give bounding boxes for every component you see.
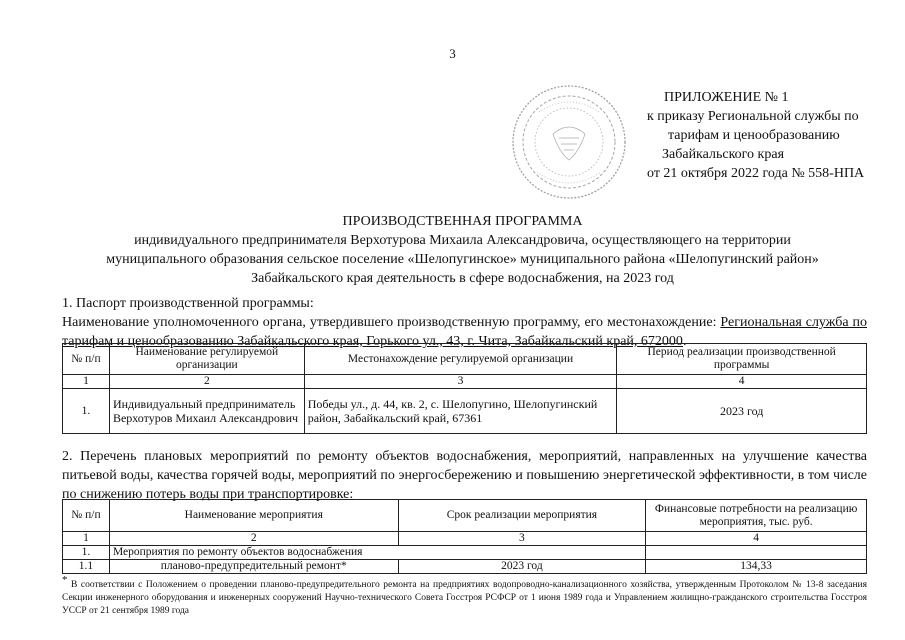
table-row [63,560,867,574]
appendix-header [647,88,865,183]
group-name: Мероприятия по ремонту объектов водоснабжения [109,546,645,560]
organization-name: Индивидуальный предприниматель Верхотуров Михаил Александрович [109,389,304,434]
header-cell: Срок реализации мероприятия [398,500,646,532]
header-cell: Наименование мероприятия [109,500,398,532]
section-1-heading: 1. Паспорт производственной программы: [62,296,314,311]
measure-cost: 134,33 [646,560,867,574]
appendix-line: ПРИЛОЖЕНИЕ № 1 [664,90,789,105]
program-period: 2023 год [617,389,867,434]
column-number: 3 [398,532,646,546]
measure-period: 2023 год [398,560,646,574]
column-number: 3 [304,375,617,389]
column-number: 4 [646,532,867,546]
column-number: 1 [63,532,110,546]
table-header-row [63,500,867,532]
footnote [62,574,867,618]
page-number: 3 [449,46,456,61]
group-number: 1. [63,546,110,560]
column-number: 2 [109,532,398,546]
row-number: 1.1 [63,560,110,574]
table-group-row [63,546,867,560]
program-subtitle-line: Забайкальского края деятельность в сфере водоснабжения, на 2023 год [251,271,674,286]
header-cell: Наименование регулируемой организации [109,344,304,375]
passport-table [62,343,867,434]
table-header-row [63,344,867,375]
authority-end: . [682,334,687,349]
appendix-line: от 21 октября 2022 года № 558-НПА [647,166,865,181]
empty-cell [646,546,867,560]
appendix-line: к приказу Региональной службы по [647,109,859,124]
footnote-mark: * [62,574,68,586]
program-subtitle-line: муниципального образования сельское поселение «Шелопугинское» муниципального района «Шелопугинский район» [106,252,819,267]
table-row [63,389,867,434]
column-number: 2 [109,375,304,389]
authority-name: Региональная служба по тарифам и ценообразованию Забайкальского края, Горького ул., 43, г. Чита, Забайкальский край, 672000 [62,315,867,349]
appendix-line: тарифам и ценообразованию [668,128,840,143]
footnote-text: В соответствии с Положением о проведении планово-предупредительного ремонта на предприятиях водопроводно-канализационного хозяйства, утвержденным Протоколом № 13-8 заседания Секции инженерного оборудования и инженерных сооружений Научно-технического Совета Госстроя РСФСР от 1 июня 1989 года и Управлением жилищно-гражданского строительства Госстроя УССР от 21 сентября 1989 года [62,580,867,617]
header-cell: Местонахождение регулируемой организации [304,344,617,375]
authority-label: Наименование уполномоченного органа, утвердившего производственную программу, его местонахождение: [62,315,721,330]
program-subtitle-line: индивидуального предпринимателя Верхотурова Михаила Александровича, осуществляющего на территории [134,233,791,248]
row-number: 1. [63,389,110,434]
header-cell: Период реализации производственной программы [617,344,867,375]
header-cell: № п/п [63,344,110,375]
official-seal-stamp [509,82,629,202]
column-number: 4 [617,375,867,389]
header-cell: Финансовые потребности на реализацию мероприятия, тыс. руб. [646,500,867,532]
measure-name: планово-предупредительный ремонт* [109,560,398,574]
program-title [60,212,865,288]
measures-table [62,499,867,574]
table-number-row [63,375,867,389]
section-2-text: 2. Перечень плановых мероприятий по ремонту объектов водоснабжения, мероприятий, направленных на улучшение качества питьевой воды, качества горячей воды, мероприятий по энергосбережению и повышению энергетической эффективности, в том числе по снижению потерь воды при транспортировке: [62,449,867,502]
organization-address: Победы ул., д. 44, кв. 2, с. Шелопугино, Шелопугинский район, Забайкальский край, 67361 [304,389,617,434]
table-number-row [63,532,867,546]
program-heading: ПРОИЗВОДСТВЕННАЯ ПРОГРАММА [342,214,583,229]
appendix-line: Забайкальского края [662,147,785,162]
column-number: 1 [63,375,110,389]
header-cell: № п/п [63,500,110,532]
